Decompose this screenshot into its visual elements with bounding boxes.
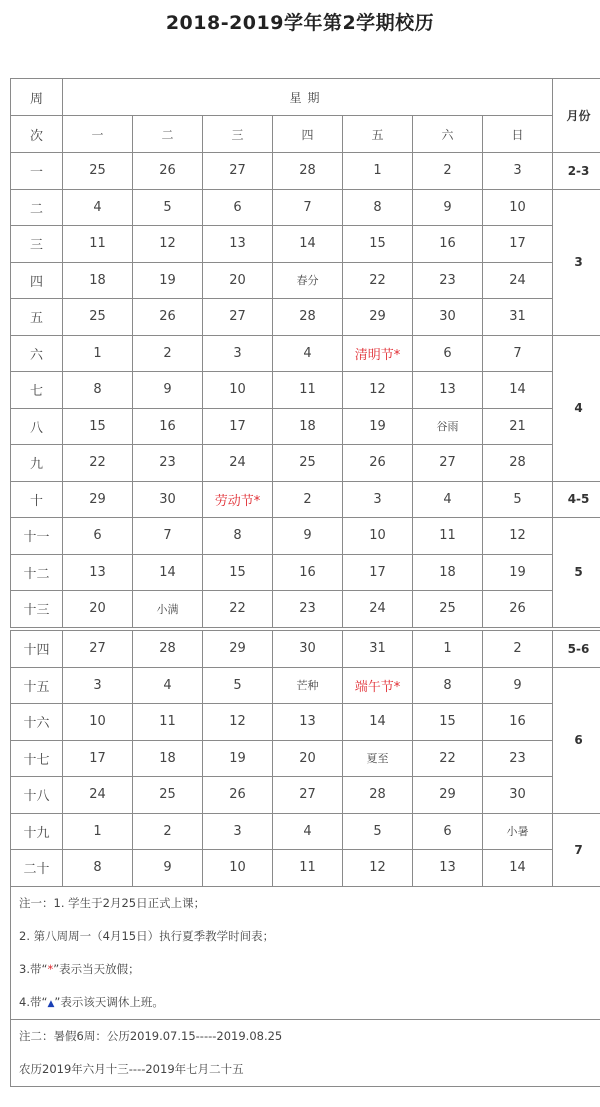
- note-line: [19, 887, 600, 920]
- day-cell: 3: [63, 667, 133, 704]
- day-cell: 14: [343, 704, 413, 741]
- day-cell: 3: [343, 481, 413, 518]
- day-cell: 5: [133, 189, 203, 226]
- day-cell: 4: [273, 335, 343, 372]
- day-cell: 2: [483, 631, 553, 668]
- page-title: 2018-2019学年第2学期校历: [165, 12, 435, 34]
- day-cell: 13: [413, 850, 483, 887]
- note-line: [19, 953, 600, 986]
- day-cell: 1: [413, 631, 483, 668]
- note-text: 暑假6周：公历2019.07.15-----2019.08.25: [53, 1028, 283, 1043]
- day-cell: 23: [273, 591, 343, 628]
- week-number: 四: [11, 262, 63, 299]
- week-row: [11, 153, 600, 190]
- day-cell: 10: [483, 189, 553, 226]
- day-cell: 9: [413, 189, 483, 226]
- day-cell: 17: [63, 740, 133, 777]
- day-cell: 8: [413, 667, 483, 704]
- day-cell: 8: [203, 518, 273, 555]
- day-cell: 22: [343, 262, 413, 299]
- day-cell: 9: [273, 518, 343, 555]
- week-row: [11, 777, 600, 814]
- day-cell: 23: [413, 262, 483, 299]
- day-cell: 15: [203, 554, 273, 591]
- weekday-group-header: 星期: [63, 79, 553, 116]
- day-cell: 4: [273, 813, 343, 850]
- week-number: 七: [11, 372, 63, 409]
- day-cell: 29: [203, 631, 273, 668]
- month-cell: 6: [553, 667, 600, 813]
- day-cell: 24: [63, 777, 133, 814]
- week-row: [11, 189, 600, 226]
- holiday-cell: 清明节*: [343, 335, 413, 372]
- note-line: 2. 第八周周一（4月15日）执行夏季教学时间表；: [19, 928, 275, 943]
- month-header: 月份: [553, 79, 600, 153]
- day-cell: 17: [343, 554, 413, 591]
- day-cell: 8: [63, 850, 133, 887]
- month-cell: 5-6: [553, 631, 600, 668]
- day-cell: 18: [63, 262, 133, 299]
- notes-cell-1: [11, 886, 600, 1019]
- day-cell: 6: [413, 335, 483, 372]
- day-cell: 3: [203, 813, 273, 850]
- day-cell: 14: [483, 850, 553, 887]
- week-row: [11, 226, 600, 263]
- week-row: [11, 850, 600, 887]
- day-cell: 26: [203, 777, 273, 814]
- day-cell: 23: [133, 445, 203, 482]
- week-row: [11, 445, 600, 482]
- day-cell: 20: [63, 591, 133, 628]
- day-cell: 28: [273, 153, 343, 190]
- day-cell: 19: [483, 554, 553, 591]
- week-header-bottom: 次: [11, 116, 63, 153]
- note-line: [19, 986, 600, 1019]
- day-cell: 27: [63, 631, 133, 668]
- day-cell: 13: [413, 372, 483, 409]
- day-cell: 8: [343, 189, 413, 226]
- weekday-header: 三: [203, 116, 273, 153]
- day-cell: 26: [133, 153, 203, 190]
- solar-term-cell: 谷雨: [413, 408, 483, 445]
- day-cell: 12: [343, 372, 413, 409]
- week-number: 六: [11, 335, 63, 372]
- day-cell: 14: [483, 372, 553, 409]
- day-cell: 10: [343, 518, 413, 555]
- day-cell: 19: [133, 262, 203, 299]
- week-row: [11, 372, 600, 409]
- day-cell: 12: [133, 226, 203, 263]
- week-number: 十六: [11, 704, 63, 741]
- week-row: [11, 335, 600, 372]
- solar-term-cell: 小暑: [483, 813, 553, 850]
- day-cell: 6: [63, 518, 133, 555]
- week-row: [11, 408, 600, 445]
- day-cell: 1: [63, 335, 133, 372]
- note-text: ”表示当天放假；: [53, 961, 140, 976]
- day-cell: 10: [203, 372, 273, 409]
- day-cell: 2: [273, 481, 343, 518]
- day-cell: 3: [203, 335, 273, 372]
- day-cell: 27: [273, 777, 343, 814]
- day-cell: 21: [483, 408, 553, 445]
- day-cell: 30: [133, 481, 203, 518]
- day-cell: 29: [413, 777, 483, 814]
- day-cell: 1: [343, 153, 413, 190]
- week-number: 一: [11, 153, 63, 190]
- day-cell: 14: [133, 554, 203, 591]
- note-prefix: 注二：: [19, 1028, 54, 1043]
- day-cell: 27: [413, 445, 483, 482]
- day-cell: 27: [203, 153, 273, 190]
- day-cell: 17: [483, 226, 553, 263]
- day-cell: 2: [413, 153, 483, 190]
- day-cell: 2: [133, 813, 203, 850]
- day-cell: 24: [483, 262, 553, 299]
- day-cell: 20: [203, 262, 273, 299]
- day-cell: 30: [273, 631, 343, 668]
- week-number: 十一: [11, 518, 63, 555]
- week-row: [11, 740, 600, 777]
- day-cell: 28: [483, 445, 553, 482]
- day-cell: 26: [343, 445, 413, 482]
- week-number: 九: [11, 445, 63, 482]
- solar-term-cell: 春分: [273, 262, 343, 299]
- day-cell: 7: [483, 335, 553, 372]
- day-cell: 5: [483, 481, 553, 518]
- note-line: 农历2019年六月十三----2019年七月二十五: [19, 1061, 244, 1076]
- day-cell: 13: [63, 554, 133, 591]
- note-text: ”表示该天调休上班。: [54, 994, 164, 1009]
- week-row: [11, 299, 600, 336]
- week-number: 八: [11, 408, 63, 445]
- day-cell: 14: [273, 226, 343, 263]
- day-cell: 28: [273, 299, 343, 336]
- day-cell: 22: [413, 740, 483, 777]
- day-cell: 11: [413, 518, 483, 555]
- day-cell: 11: [273, 850, 343, 887]
- week-number: 十五: [11, 667, 63, 704]
- week-number: 二十: [11, 850, 63, 887]
- week-number: 十: [11, 481, 63, 518]
- day-cell: 9: [483, 667, 553, 704]
- day-cell: 23: [483, 740, 553, 777]
- week-row: [11, 704, 600, 741]
- day-cell: 29: [343, 299, 413, 336]
- day-cell: 25: [413, 591, 483, 628]
- day-cell: 12: [203, 704, 273, 741]
- day-cell: 31: [483, 299, 553, 336]
- day-cell: 13: [273, 704, 343, 741]
- holiday-cell: 端午节*: [343, 667, 413, 704]
- day-cell: 15: [63, 408, 133, 445]
- holiday-cell: 劳动节*: [203, 481, 273, 518]
- month-cell: 2-3: [553, 153, 600, 190]
- day-cell: 7: [133, 518, 203, 555]
- day-cell: 19: [343, 408, 413, 445]
- day-cell: 18: [273, 408, 343, 445]
- day-cell: 26: [133, 299, 203, 336]
- week-header-top: 周: [11, 79, 63, 116]
- day-cell: 19: [203, 740, 273, 777]
- day-cell: 27: [203, 299, 273, 336]
- day-cell: 31: [343, 631, 413, 668]
- day-cell: 5: [203, 667, 273, 704]
- day-cell: 1: [63, 813, 133, 850]
- week-number: 十四: [11, 631, 63, 668]
- day-cell: 15: [343, 226, 413, 263]
- holiday-marker: *: [47, 961, 54, 976]
- day-cell: 25: [63, 299, 133, 336]
- triangle-icon: ▲: [47, 998, 55, 1009]
- week-number: 三: [11, 226, 63, 263]
- weekday-header: 五: [343, 116, 413, 153]
- weekday-header: 一: [63, 116, 133, 153]
- day-cell: 12: [343, 850, 413, 887]
- day-cell: 10: [203, 850, 273, 887]
- day-cell: 11: [273, 372, 343, 409]
- month-cell: 7: [553, 813, 600, 886]
- note-text: 4.带“: [19, 994, 48, 1009]
- solar-term-cell: 小满: [133, 591, 203, 628]
- note-prefix: 注一：: [19, 895, 54, 910]
- week-number: 二: [11, 189, 63, 226]
- week-number: 十八: [11, 777, 63, 814]
- week-row: [11, 518, 600, 555]
- day-cell: 13: [203, 226, 273, 263]
- week-row: [11, 554, 600, 591]
- day-cell: 25: [63, 153, 133, 190]
- week-number: 十七: [11, 740, 63, 777]
- day-cell: 25: [273, 445, 343, 482]
- day-cell: 9: [133, 850, 203, 887]
- day-cell: 7: [273, 189, 343, 226]
- day-cell: 30: [483, 777, 553, 814]
- week-row: [11, 631, 600, 668]
- month-cell: 4-5: [553, 481, 600, 518]
- week-row: [11, 591, 600, 628]
- weekday-header: 二: [133, 116, 203, 153]
- note-text: 1. 学生于2月25日正式上课；: [53, 895, 206, 910]
- weekday-header: 日: [483, 116, 553, 153]
- day-cell: 28: [343, 777, 413, 814]
- day-cell: 24: [343, 591, 413, 628]
- day-cell: 5: [343, 813, 413, 850]
- day-cell: 25: [133, 777, 203, 814]
- day-cell: 26: [483, 591, 553, 628]
- day-cell: 9: [133, 372, 203, 409]
- day-cell: 16: [483, 704, 553, 741]
- day-cell: 30: [413, 299, 483, 336]
- note-line: [19, 1020, 600, 1053]
- week-number: 十九: [11, 813, 63, 850]
- note-text: 3.带“: [19, 961, 48, 976]
- month-cell: 5: [553, 518, 600, 628]
- day-cell: 3: [483, 153, 553, 190]
- day-cell: 17: [203, 408, 273, 445]
- day-cell: 22: [63, 445, 133, 482]
- week-row: [11, 667, 600, 704]
- day-cell: 16: [133, 408, 203, 445]
- month-cell: 4: [553, 335, 600, 481]
- day-cell: 20: [273, 740, 343, 777]
- day-cell: 12: [483, 518, 553, 555]
- day-cell: 15: [413, 704, 483, 741]
- week-row: [11, 813, 600, 850]
- day-cell: 29: [63, 481, 133, 518]
- week-number: 十二: [11, 554, 63, 591]
- calendar-table-part1: [10, 78, 600, 628]
- day-cell: 4: [413, 481, 483, 518]
- solar-term-cell: 芒种: [273, 667, 343, 704]
- day-cell: 18: [413, 554, 483, 591]
- day-cell: 28: [133, 631, 203, 668]
- week-number: 十三: [11, 591, 63, 628]
- month-cell: 3: [553, 189, 600, 335]
- day-cell: 4: [63, 189, 133, 226]
- day-cell: 24: [203, 445, 273, 482]
- day-cell: 16: [273, 554, 343, 591]
- day-cell: 11: [63, 226, 133, 263]
- day-cell: 10: [63, 704, 133, 741]
- day-cell: 22: [203, 591, 273, 628]
- week-number: 五: [11, 299, 63, 336]
- notes-row-1: [11, 886, 600, 1019]
- weekday-header: 六: [413, 116, 483, 153]
- weekday-header: 四: [273, 116, 343, 153]
- day-cell: 6: [203, 189, 273, 226]
- day-cell: 2: [133, 335, 203, 372]
- day-cell: 16: [413, 226, 483, 263]
- day-cell: 6: [413, 813, 483, 850]
- day-cell: 4: [133, 667, 203, 704]
- week-row: [11, 262, 600, 299]
- notes-row-2: [11, 1019, 600, 1086]
- day-cell: 11: [133, 704, 203, 741]
- solar-term-cell: 夏至: [343, 740, 413, 777]
- day-cell: 8: [63, 372, 133, 409]
- notes-cell-2: [11, 1019, 600, 1086]
- day-cell: 18: [133, 740, 203, 777]
- week-row: [11, 481, 600, 518]
- calendar-table-part2: [10, 630, 600, 1087]
